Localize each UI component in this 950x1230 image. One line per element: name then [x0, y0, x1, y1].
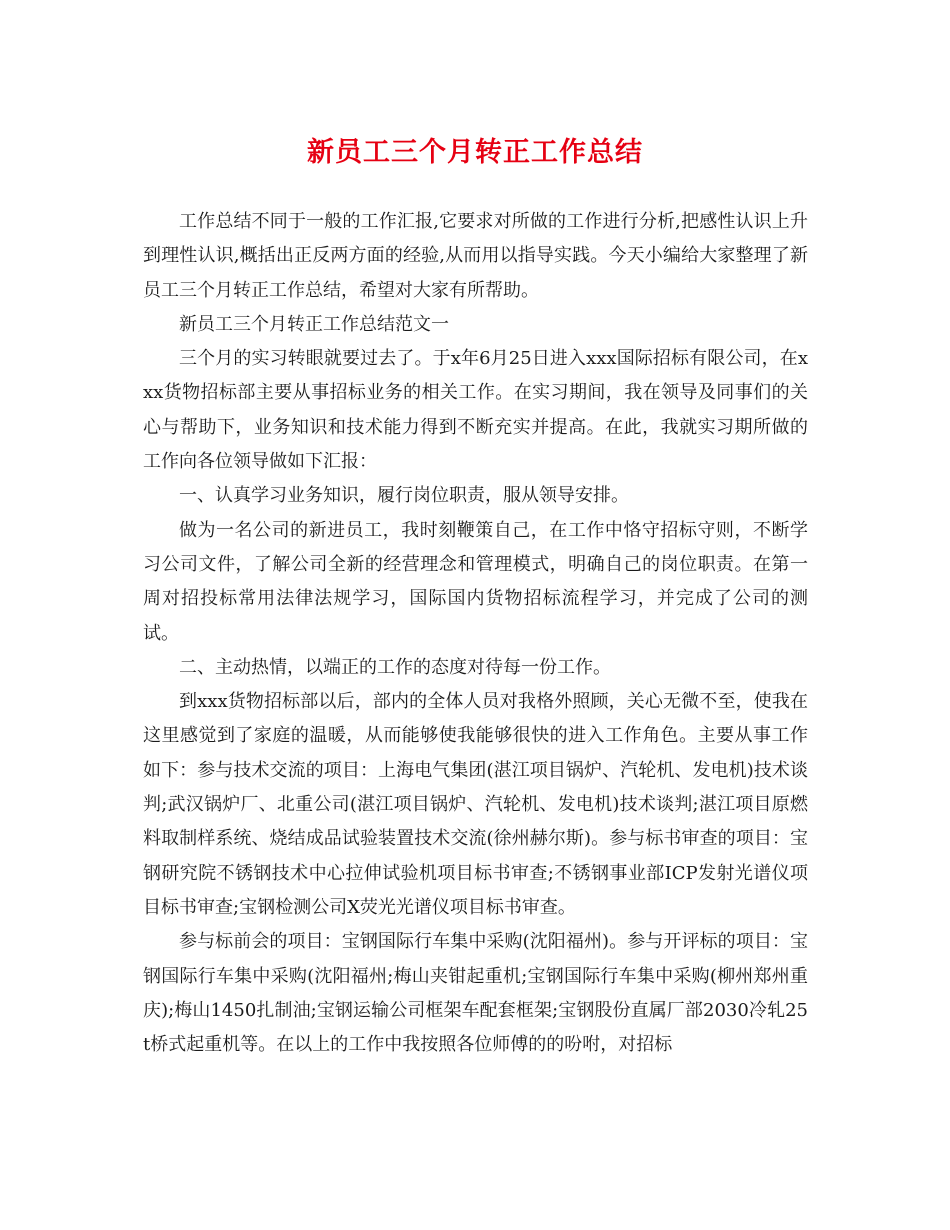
paragraph-sample-heading: 新员工三个月转正工作总结范文一 [179, 313, 449, 335]
paragraph-section-2: 到xxx货物招标部以后，部内的全体人员对我格外照顾，关心无微不至，使我在这里感觉到了家庭的温暖，从而能够使我能够很快的进入工作角色。主要从事工作如下：参与技术交流的项目：上海电气集团(湛江项目锅炉、汽轮机、发电机)技术谈判;武汉锅炉厂、北重公司(湛江项目锅炉、汽轮机、发电机)技术谈判;湛江项目原燃料取制样系统、烧结成品试验装置技术交流(徐州赫尔斯)。参与标书审查的项目：宝钢研究院不锈钢技术中心拉伸试验机项目标书审查;不锈钢事业部ICP发射光谱仪项目标书审查;宝钢检测公司X荧光光谱仪项目标书审查。 [143, 691, 808, 918]
paragraph-opening: 三个月的实习转眼就要过去了。于x年6月25日进入xxx国际招标有限公司，在xxx货物招标部主要从事招标业务的相关工作。在实习期间，我在领导及同事们的关心与帮助下，业务知识和技术能力得到不断充实并提高。在此，我就实习期所做的工作向各位领导做如下汇报： [143, 348, 808, 473]
paragraph-intro: 工作总结不同于一般的工作汇报,它要求对所做的工作进行分析,把感性认识上升到理性认识,概括出正反两方面的经验,从而用以指导实践。今天小编给大家整理了新员工三个月转正工作总结，希望对大家有所帮助。 [143, 211, 808, 301]
section-heading-1: 一、认真学习业务知识，履行岗位职责，服从领导安排。 [179, 485, 629, 507]
document-body [143, 205, 808, 1062]
paragraph-projects: 参与标前会的项目：宝钢国际行车集中采购(沈阳福州)。参与开评标的项目：宝钢国际行车集中采购(沈阳福州;梅山夹钳起重机;宝钢国际行车集中采购(柳州郑州重庆);梅山1450扎制油;宝钢运输公司框架车配套框架;宝钢股份直属厂部2030冷轧25t桥式起重机等。在以上的工作中我按照各位师傅的的吩咐，对招标 [143, 931, 808, 1056]
paragraph-section-1: 做为一名公司的新进员工，我时刻鞭策自己，在工作中恪守招标守则，不断学习公司文件，了解公司全新的经营理念和管理模式，明确自己的岗位职责。在第一周对招投标常用法律法规学习，国际国内货物招标流程学习，并完成了公司的测试。 [143, 519, 808, 644]
section-heading-2: 二、主动热情，以端正的工作的态度对待每一份工作。 [179, 656, 611, 678]
document-title: 新员工三个月转正工作总结 [307, 137, 643, 168]
